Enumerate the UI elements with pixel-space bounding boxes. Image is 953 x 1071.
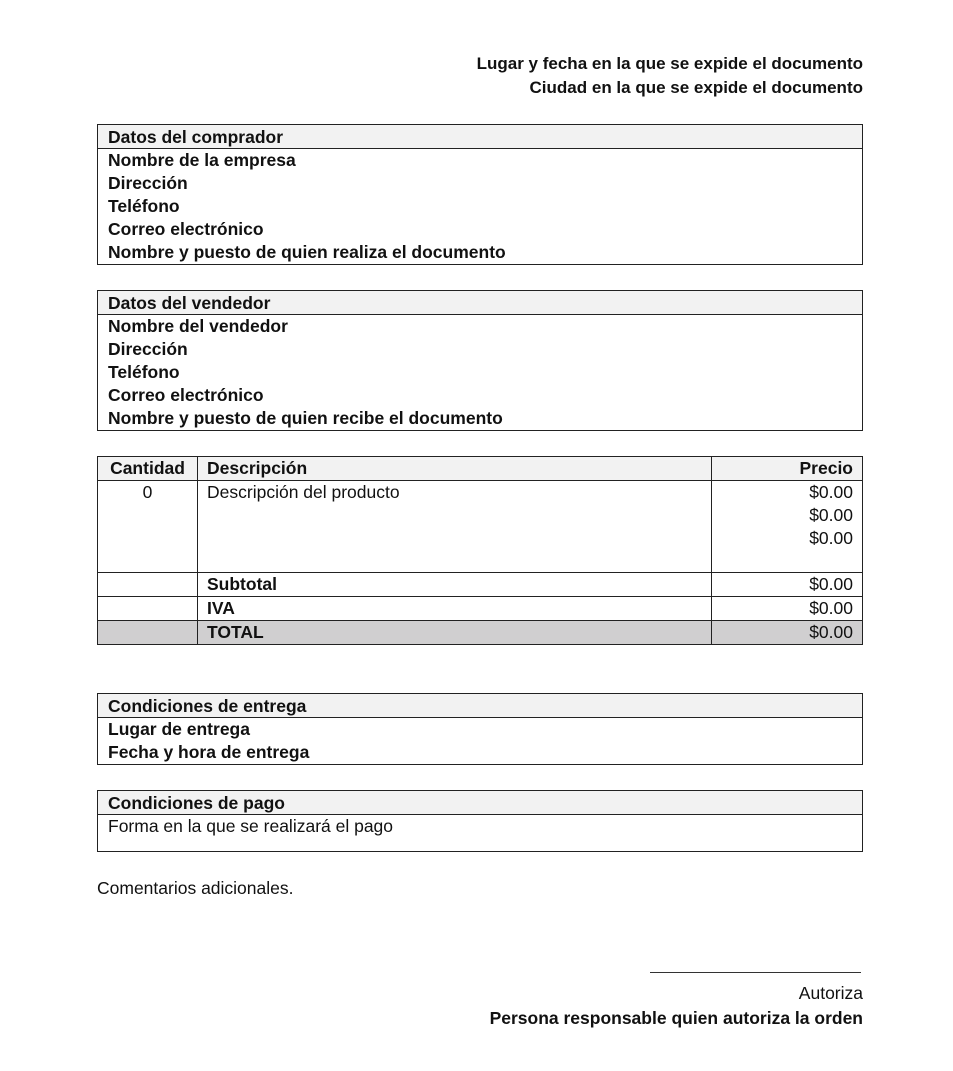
buyer-address: Dirección <box>108 173 188 193</box>
seller-section-title: Datos del vendedor <box>98 291 862 315</box>
place-date-text: Lugar y fecha en la que se expide el documento <box>476 54 863 73</box>
subtotal-empty-cell <box>98 573 198 597</box>
total-label: TOTAL <box>198 621 712 645</box>
payment-section-title: Condiciones de pago <box>98 791 862 815</box>
buyer-email: Correo electrónico <box>108 219 264 239</box>
document-header <box>477 52 863 100</box>
seller-name: Nombre del vendedor <box>108 316 288 336</box>
price-column-header: Precio <box>712 457 863 481</box>
subtotal-value: $0.00 <box>712 573 863 597</box>
buyer-section-title: Datos del comprador <box>98 125 862 149</box>
buyer-company-name: Nombre de la empresa <box>108 150 296 170</box>
buyer-contact: Nombre y puesto de quien realiza el documento <box>108 242 506 262</box>
iva-value: $0.00 <box>712 597 863 621</box>
buyer-section <box>97 124 863 265</box>
iva-label: IVA <box>198 597 712 621</box>
delivery-section <box>97 693 863 765</box>
signature-role: Autoriza <box>798 983 863 1003</box>
items-table <box>97 456 863 645</box>
payment-section <box>97 790 863 852</box>
seller-contact: Nombre y puesto de quien recibe el documento <box>108 408 503 428</box>
item-price: $0.00 <box>809 505 853 525</box>
table-row <box>98 481 863 573</box>
seller-section <box>97 290 863 431</box>
item-price: $0.00 <box>809 482 853 502</box>
payment-method: Forma en la que se realizará el pago <box>108 816 394 836</box>
subtotal-label: Subtotal <box>198 573 712 597</box>
signature-person: Persona responsable quien autoriza la orden <box>489 1008 863 1028</box>
delivery-section-title: Condiciones de entrega <box>98 694 862 718</box>
iva-row <box>98 597 863 621</box>
total-row <box>98 621 863 645</box>
total-empty-cell <box>98 621 198 645</box>
buyer-phone: Teléfono <box>108 196 180 216</box>
item-prices <box>712 481 863 573</box>
seller-address: Dirección <box>108 339 188 359</box>
qty-column-header: Cantidad <box>98 457 198 481</box>
description-column-header: Descripción <box>198 457 712 481</box>
seller-email: Correo electrónico <box>108 385 264 405</box>
item-description: Descripción del producto <box>198 481 712 573</box>
item-qty: 0 <box>98 481 198 573</box>
iva-empty-cell <box>98 597 198 621</box>
total-value: $0.00 <box>712 621 863 645</box>
seller-phone: Teléfono <box>108 362 180 382</box>
subtotal-row <box>98 573 863 597</box>
signature-block <box>490 981 863 1031</box>
delivery-datetime: Fecha y hora de entrega <box>108 742 310 762</box>
items-header-row <box>98 457 863 481</box>
delivery-place: Lugar de entrega <box>108 719 250 739</box>
signature-line <box>650 972 861 973</box>
additional-comments: Comentarios adicionales. <box>97 878 294 898</box>
city-text: Ciudad en la que se expide el documento <box>529 78 863 97</box>
item-price: $0.00 <box>809 528 853 548</box>
